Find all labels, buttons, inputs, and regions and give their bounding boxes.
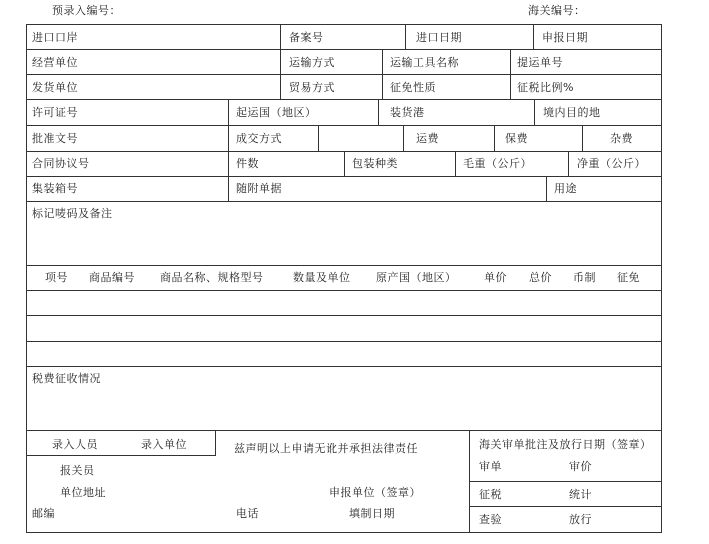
levy-label: 征税 — [479, 488, 502, 501]
entry-clerk-label: 录入人员 — [52, 438, 98, 451]
remarks-label: 标记唛码及备注 — [32, 207, 113, 220]
col-item-no: 项号 — [45, 271, 68, 284]
col-commodity-code: 商品编号 — [89, 271, 135, 284]
declaring-unit-label: 申报单位（签章） — [329, 486, 421, 499]
record-number-label: 备案号 — [289, 31, 324, 44]
pre-entry-number-label: 预录入编号： — [52, 4, 121, 17]
bill-of-lading-label: 提运单号 — [517, 56, 563, 69]
col-commodity-name-spec: 商品名称、规格型号 — [160, 271, 264, 284]
departure-country-label: 起运国（地区） — [236, 106, 317, 119]
approval-number-label: 批准文号 — [32, 132, 78, 145]
freight-label: 运费 — [416, 132, 439, 145]
tax-ratio-label: 征税比例% — [517, 81, 574, 94]
unit-address-label: 单位地址 — [60, 486, 106, 499]
declaration-statement: 兹声明以上申请无讹并承担法律责任 — [234, 442, 418, 455]
transaction-mode-label: 成交方式 — [236, 132, 282, 145]
fill-date-label: 填制日期 — [349, 507, 395, 520]
statistics-label: 统计 — [569, 488, 592, 501]
license-number-label: 许可证号 — [32, 106, 78, 119]
attached-documents-label: 随附单据 — [236, 182, 282, 195]
package-type-label: 包装种类 — [352, 157, 398, 170]
valuation-label: 审价 — [569, 460, 592, 473]
phone-label: 电话 — [236, 507, 259, 520]
transport-mode-label: 运输方式 — [289, 56, 335, 69]
net-weight-label: 净重（公斤） — [577, 157, 646, 170]
col-quantity-unit: 数量及单位 — [293, 271, 351, 284]
trade-mode-label: 贸易方式 — [289, 81, 335, 94]
entry-unit-label: 录入单位 — [141, 438, 187, 451]
contract-number-label: 合同协议号 — [32, 157, 90, 170]
import-date-label: 进口日期 — [416, 31, 462, 44]
piece-count-label: 件数 — [236, 157, 259, 170]
customs-number-label: 海关编号： — [528, 4, 586, 17]
container-number-label: 集装箱号 — [32, 182, 78, 195]
col-total-price: 总价 — [529, 271, 552, 284]
tax-collection-label: 税费征收情况 — [32, 372, 101, 385]
insurance-label: 保费 — [505, 132, 528, 145]
domestic-destination-label: 境内目的地 — [543, 106, 601, 119]
loading-port-label: 装货港 — [390, 106, 425, 119]
transport-vehicle-name-label: 运输工具名称 — [390, 56, 459, 69]
customs-approval-label: 海关审单批注及放行日期（签章） — [479, 438, 652, 451]
usage-label: 用途 — [554, 182, 577, 195]
declarant-label: 报关员 — [60, 464, 95, 477]
col-origin-country: 原产国（地区） — [376, 271, 457, 284]
col-currency: 币制 — [573, 271, 596, 284]
release-label: 放行 — [569, 513, 592, 526]
inspection-label: 查验 — [479, 513, 502, 526]
import-port-label: 进口口岸 — [32, 31, 78, 44]
declaration-date-label: 申报日期 — [542, 31, 588, 44]
consignor-unit-label: 发货单位 — [32, 81, 78, 94]
postcode-label: 邮编 — [32, 507, 55, 520]
misc-charges-label: 杂费 — [610, 132, 633, 145]
exemption-nature-label: 征免性质 — [390, 81, 436, 94]
operating-unit-label: 经营单位 — [32, 56, 78, 69]
gross-weight-label: 毛重（公斤） — [463, 157, 532, 170]
col-exemption: 征免 — [617, 271, 640, 284]
col-unit-price: 单价 — [484, 271, 507, 284]
review-label: 审单 — [479, 460, 502, 473]
